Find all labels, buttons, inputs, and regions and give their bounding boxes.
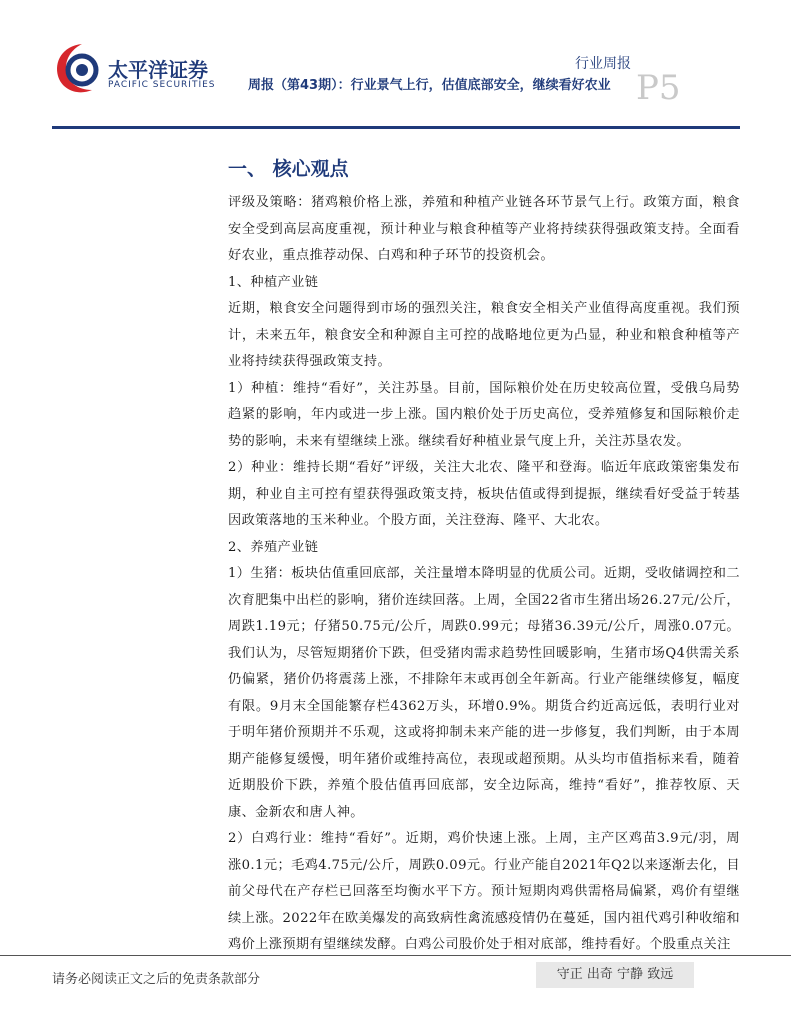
footer-divider bbox=[0, 955, 791, 956]
pacific-securities-logo-icon bbox=[52, 40, 104, 96]
paragraph-food-security: 近期，粮食安全问题得到市场的强烈关注，粮食安全相关产业值得高度重视。我们预计，未来五年，粮食安全和种源自主可控的战略地位更为凸显，种业和粮食种植等产业将持续获得强政策支持。 bbox=[228, 301, 740, 369]
header-divider bbox=[52, 126, 740, 129]
footer-motto: 守正 出奇 宁静 致远 bbox=[536, 962, 694, 988]
paragraph-planting: 1）种植：维持“看好”，关注苏垦。目前，国际粮价处在历史较高位置，受俄乌局势趋紧的影响，年内或进一步上涨。国内粮价处于历史高位，受养殖修复和国际粮价走势的影响，未来有望继续上涨。继续看好种植业景气度上升，关注苏垦农发。 bbox=[228, 380, 740, 449]
company-logo bbox=[52, 40, 216, 100]
paragraph-seed-industry: 2）种业：维持长期“看好”评级，关注大北农、隆平和登海。临近年底政策密集发布期，种业自主可控有望获得强政策支持，板块估值或得到提振，继续看好受益于转基因政策落地的玉米种业。个股方面，关注登海、隆平、大北农。 bbox=[228, 460, 740, 528]
footer-disclaimer: 请务必阅读正文之后的免责条款部分 bbox=[52, 972, 261, 987]
paragraph-hogs: 1）生猪：板块估值重回底部，关注量增本降明显的优质公司。近期，受收储调控和二次育肥集中出栏的影响，猪价连续回落。上周，全国22省市生猪出场26.27元/公斤，周跌1.19元；仔猪50.75元/公斤，周跌0.99元；母猪36.39元/公斤，周涨0.07元。我们认为，尽管短期猪价下跌，但受猪肉需求趋势性回暖影响，生猪市场Q4供需关系仍偏紧，猪价仍将震荡上涨，不排除年末或再创全年新高。行业产能继续修复，幅度有限。9月末全国能繁存栏4362万头，环增0.9%。期货合约近高远低，表明行业对于明年猪价预期并不乐观，这或将抑制未来产能的进一步修复，我们判断，由于本周期产能修复缓慢，明年猪价或维持高位，表现或超预期。从头均市值指标来看，随着近期股价下跌，养殖个股估值再回底部，安全边际高，维持“看好”，推荐牧原、天康、金新农和唐人神。 bbox=[228, 566, 740, 820]
paragraph-rating-strategy: 评级及策略：猪鸡粮价格上涨，养殖和种植产业链各环节景气上行。政策方面，粮食安全受到高层高度重视，预计种业与粮食种植等产业将持续获得强政策支持。全面看好农业，重点推荐动保、白鸡和种子环节的投资机会。 bbox=[228, 195, 740, 263]
page-number: P5 bbox=[636, 68, 681, 108]
report-type: 行业周报 bbox=[575, 56, 631, 72]
report-title: 周报（第43期）：行业景气上行，估值底部安全，继续看好农业 bbox=[248, 78, 611, 93]
subheading-breeding-chain: 2、养殖产业链 bbox=[228, 539, 319, 555]
section-heading: 一、 核心观点 bbox=[228, 158, 349, 180]
paragraph-white-chicken: 2）白鸡行业：维持“看好”。近期，鸡价快速上涨。上周，主产区鸡苗3.9元/羽，周涨0.1元；毛鸡4.75元/公斤，周跌0.09元。行业产能自2021年Q2以来逐渐去化，目前父母代在产存栏已回落至均衡水平下方。预计短期肉鸡供需格局偏紧，鸡价有望继续上涨。2022年在欧美爆发的高致病性禽流感疫情仍在蔓延，国内祖代鸡引种收缩和鸡价上涨预期有望继续发酵。白鸡公司股价处于相对底部，维持看好。个股重点关注 bbox=[228, 831, 740, 952]
company-name-cn: 太平洋证券 bbox=[108, 58, 208, 82]
company-name-en: PACIFIC SECURITIES bbox=[108, 80, 216, 90]
body-content bbox=[228, 190, 740, 959]
subheading-planting-chain: 1、种植产业链 bbox=[228, 274, 319, 290]
